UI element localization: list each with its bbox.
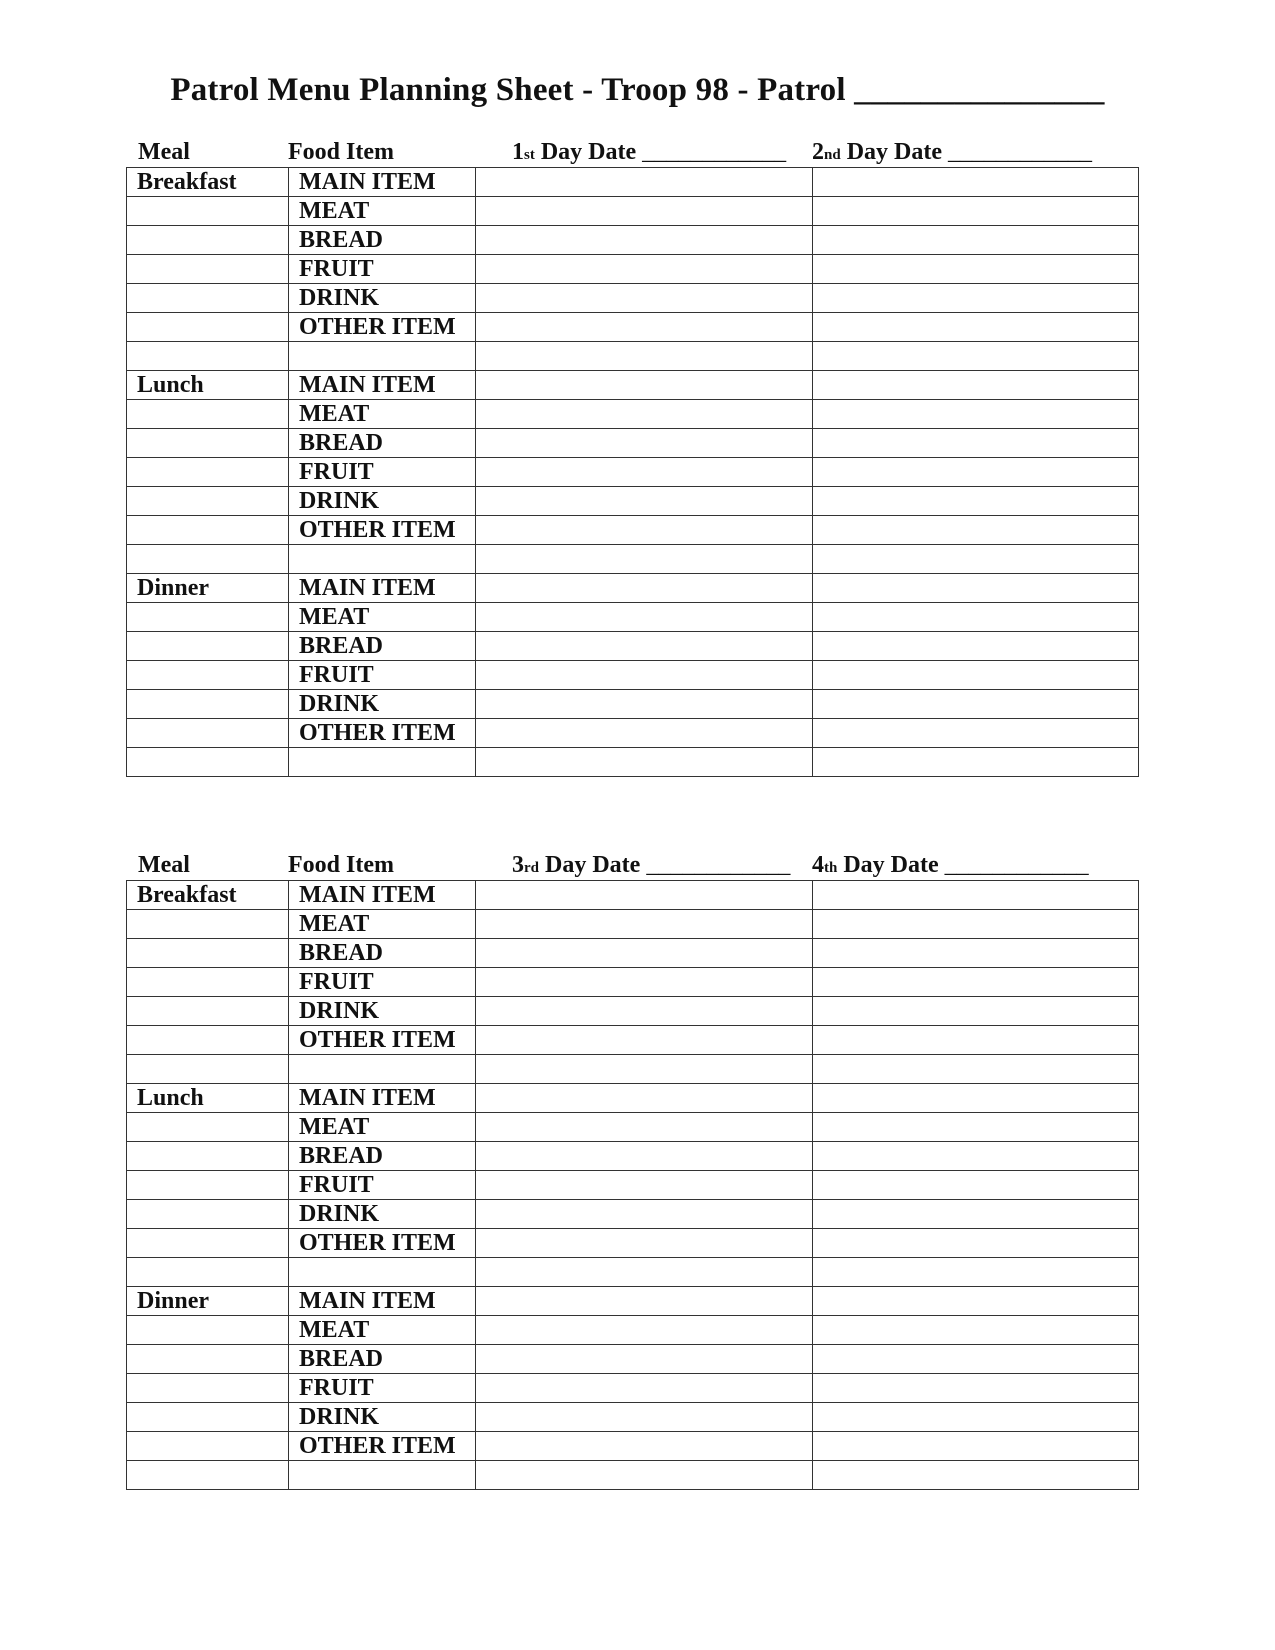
day-entry-cell[interactable]: [813, 910, 1139, 939]
meal-cell: [127, 458, 289, 487]
day-entry-cell[interactable]: [476, 226, 813, 255]
table-row: [127, 968, 1139, 997]
day-entry-cell[interactable]: [813, 997, 1139, 1026]
food-item-cell: DRINK: [289, 997, 476, 1026]
day-entry-cell[interactable]: [476, 881, 813, 910]
day-1-date-label: Day Date: [540, 139, 637, 165]
food-item-cell: FRUIT: [289, 968, 476, 997]
table-row: [127, 1055, 1139, 1084]
day-entry-cell[interactable]: [476, 371, 813, 400]
table-row: [127, 1374, 1139, 1403]
day-entry-cell[interactable]: [476, 429, 813, 458]
meal-cell: Dinner: [127, 574, 289, 603]
day-entry-cell[interactable]: [813, 1055, 1139, 1084]
day-entry-cell[interactable]: [813, 342, 1139, 371]
table-row: [127, 1113, 1139, 1142]
menu-section-1: [126, 137, 1138, 777]
meal-cell: [127, 910, 289, 939]
food-item-cell: FRUIT: [289, 458, 476, 487]
day-entry-cell[interactable]: [813, 1403, 1139, 1432]
meal-cell: [127, 1345, 289, 1374]
food-item-cell: OTHER ITEM: [289, 1026, 476, 1055]
food-item-cell: MAIN ITEM: [289, 371, 476, 400]
day-entry-cell[interactable]: [476, 1461, 813, 1490]
day-4-date-label: Day Date: [843, 852, 939, 878]
table-row: [127, 1084, 1139, 1113]
day-3-ordinal-suffix: rd: [524, 860, 539, 876]
table-row: [127, 458, 1139, 487]
day-entry-cell[interactable]: [476, 1432, 813, 1461]
day-3-date-label: Day Date: [545, 852, 641, 878]
day-entry-cell[interactable]: [813, 1287, 1139, 1316]
day-entry-cell[interactable]: [813, 400, 1139, 429]
table-row: [127, 910, 1139, 939]
food-item-column-header: Food Item: [288, 852, 394, 878]
table-row: [127, 255, 1139, 284]
day-entry-cell[interactable]: [476, 284, 813, 313]
food-item-cell: MEAT: [289, 1113, 476, 1142]
day-entry-cell[interactable]: [813, 1142, 1139, 1171]
day-entry-cell[interactable]: [476, 1287, 813, 1316]
table-row: [127, 487, 1139, 516]
table-row: [127, 1171, 1139, 1200]
table-row: [127, 371, 1139, 400]
day-entry-cell[interactable]: [813, 429, 1139, 458]
day-entry-cell[interactable]: [813, 968, 1139, 997]
meal-cell: [127, 1055, 289, 1084]
food-item-cell: [289, 342, 476, 371]
meal-cell: [127, 1229, 289, 1258]
meal-cell: [127, 516, 289, 545]
day-1-ordinal-suffix: st: [524, 147, 535, 163]
day-entry-cell[interactable]: [476, 661, 813, 690]
day-3-date-header: [512, 852, 790, 879]
table-row: [127, 881, 1139, 910]
food-item-cell: DRINK: [289, 284, 476, 313]
day-entry-cell[interactable]: [476, 168, 813, 197]
table-row: [127, 1229, 1139, 1258]
day-entry-cell[interactable]: [476, 997, 813, 1026]
day-2-ordinal-number: 2: [812, 139, 824, 165]
food-item-cell: BREAD: [289, 429, 476, 458]
food-item-cell: [289, 1258, 476, 1287]
meal-cell: Lunch: [127, 371, 289, 400]
meal-cell: Breakfast: [127, 168, 289, 197]
meal-cell: [127, 1171, 289, 1200]
day-entry-cell[interactable]: [813, 574, 1139, 603]
meal-cell: [127, 939, 289, 968]
day-entry-cell[interactable]: [813, 632, 1139, 661]
table-row: [127, 1287, 1139, 1316]
day-entry-cell[interactable]: [813, 748, 1139, 777]
food-item-cell: BREAD: [289, 1345, 476, 1374]
food-item-cell: [289, 545, 476, 574]
day-entry-cell[interactable]: [813, 168, 1139, 197]
table-row: [127, 632, 1139, 661]
day-entry-cell[interactable]: [813, 1026, 1139, 1055]
meal-cell: [127, 255, 289, 284]
food-item-cell: FRUIT: [289, 661, 476, 690]
food-item-cell: MEAT: [289, 603, 476, 632]
meal-cell: [127, 1461, 289, 1490]
page-title: Patrol Menu Planning Sheet - Troop 98 - Patrol _______________: [170, 72, 1105, 108]
menu-table-2: [126, 880, 1139, 1490]
table-row: [127, 1026, 1139, 1055]
meal-cell: [127, 1432, 289, 1461]
day-4-date-header: [812, 852, 1089, 879]
day-entry-cell[interactable]: [476, 1345, 813, 1374]
meal-cell: [127, 632, 289, 661]
day-entry-cell[interactable]: [476, 458, 813, 487]
meal-cell: [127, 1142, 289, 1171]
meal-cell: [127, 400, 289, 429]
table-row: [127, 1345, 1139, 1374]
meal-cell: [127, 1316, 289, 1345]
day-2-date-header: [812, 139, 1092, 166]
day-entry-cell[interactable]: [813, 1461, 1139, 1490]
day-1-date-blank[interactable]: ____________: [642, 139, 787, 165]
food-item-cell: OTHER ITEM: [289, 313, 476, 342]
day-entry-cell[interactable]: [476, 516, 813, 545]
table-row: [127, 603, 1139, 632]
day-entry-cell[interactable]: [476, 968, 813, 997]
table-row: [127, 690, 1139, 719]
food-item-cell: MAIN ITEM: [289, 574, 476, 603]
day-entry-cell[interactable]: [813, 939, 1139, 968]
column-header-row: [126, 137, 1138, 167]
day-entry-cell[interactable]: [813, 255, 1139, 284]
meal-cell: [127, 342, 289, 371]
day-entry-cell[interactable]: [813, 603, 1139, 632]
day-entry-cell[interactable]: [813, 226, 1139, 255]
meal-cell: [127, 545, 289, 574]
day-entry-cell[interactable]: [476, 1142, 813, 1171]
table-row: [127, 661, 1139, 690]
food-item-cell: DRINK: [289, 487, 476, 516]
meal-cell: [127, 968, 289, 997]
day-entry-cell[interactable]: [476, 255, 813, 284]
table-row: [127, 719, 1139, 748]
day-entry-cell[interactable]: [476, 1200, 813, 1229]
day-entry-cell[interactable]: [476, 1229, 813, 1258]
food-item-cell: OTHER ITEM: [289, 719, 476, 748]
day-entry-cell[interactable]: [813, 1316, 1139, 1345]
meal-cell: [127, 429, 289, 458]
day-entry-cell[interactable]: [813, 1113, 1139, 1142]
day-entry-cell[interactable]: [813, 313, 1139, 342]
food-item-cell: OTHER ITEM: [289, 1229, 476, 1258]
menu-table-1: [126, 167, 1139, 777]
day-3-date-blank[interactable]: ____________: [646, 852, 791, 878]
day-entry-cell[interactable]: [813, 197, 1139, 226]
meal-cell: Lunch: [127, 1084, 289, 1113]
day-4-ordinal-number: 4: [812, 852, 824, 878]
day-entry-cell[interactable]: [476, 1258, 813, 1287]
day-1-ordinal-number: 1: [512, 139, 524, 165]
day-entry-cell[interactable]: [813, 284, 1139, 313]
day-entry-cell[interactable]: [813, 881, 1139, 910]
day-entry-cell[interactable]: [476, 1171, 813, 1200]
food-item-cell: MEAT: [289, 1316, 476, 1345]
meal-cell: [127, 1258, 289, 1287]
day-entry-cell[interactable]: [813, 1345, 1139, 1374]
day-entry-cell[interactable]: [813, 1171, 1139, 1200]
day-2-date-blank[interactable]: ____________: [948, 139, 1092, 165]
food-item-cell: BREAD: [289, 632, 476, 661]
day-entry-cell[interactable]: [813, 1258, 1139, 1287]
table-row: [127, 168, 1139, 197]
day-entry-cell[interactable]: [813, 458, 1139, 487]
food-item-cell: FRUIT: [289, 1374, 476, 1403]
day-entry-cell[interactable]: [476, 1374, 813, 1403]
meal-cell: [127, 661, 289, 690]
table-row: [127, 284, 1139, 313]
table-row: [127, 939, 1139, 968]
table-row: [127, 748, 1139, 777]
table-row: [127, 574, 1139, 603]
table-row: [127, 1461, 1139, 1490]
day-entry-cell[interactable]: [476, 1026, 813, 1055]
day-entry-cell[interactable]: [476, 574, 813, 603]
day-entry-cell[interactable]: [813, 371, 1139, 400]
food-item-cell: MAIN ITEM: [289, 881, 476, 910]
day-entry-cell[interactable]: [476, 313, 813, 342]
meal-cell: [127, 1026, 289, 1055]
meal-cell: [127, 719, 289, 748]
day-entry-cell[interactable]: [476, 545, 813, 574]
table-row: [127, 997, 1139, 1026]
meal-cell: [127, 1403, 289, 1432]
meal-cell: [127, 1374, 289, 1403]
food-item-cell: OTHER ITEM: [289, 516, 476, 545]
meal-cell: Dinner: [127, 1287, 289, 1316]
day-3-ordinal-number: 3: [512, 852, 524, 878]
meal-cell: [127, 603, 289, 632]
food-item-cell: MEAT: [289, 197, 476, 226]
food-item-cell: OTHER ITEM: [289, 1432, 476, 1461]
table-row: [127, 1200, 1139, 1229]
meal-cell: [127, 748, 289, 777]
day-entry-cell[interactable]: [813, 661, 1139, 690]
meal-column-header: Meal: [138, 139, 190, 165]
food-item-cell: DRINK: [289, 690, 476, 719]
food-item-cell: MAIN ITEM: [289, 1084, 476, 1113]
food-item-cell: DRINK: [289, 1403, 476, 1432]
table-row: [127, 516, 1139, 545]
day-entry-cell[interactable]: [476, 1403, 813, 1432]
food-item-cell: BREAD: [289, 1142, 476, 1171]
column-header-row: [126, 850, 1138, 880]
food-item-cell: [289, 748, 476, 777]
day-2-ordinal-suffix: nd: [824, 147, 841, 163]
meal-cell: [127, 226, 289, 255]
food-item-cell: MEAT: [289, 400, 476, 429]
day-entry-cell[interactable]: [476, 1055, 813, 1084]
day-entry-cell[interactable]: [476, 342, 813, 371]
table-row: [127, 400, 1139, 429]
day-entry-cell[interactable]: [813, 487, 1139, 516]
table-row: [127, 197, 1139, 226]
table-row: [127, 1258, 1139, 1287]
food-item-cell: BREAD: [289, 226, 476, 255]
day-entry-cell[interactable]: [476, 603, 813, 632]
day-entry-cell[interactable]: [476, 1316, 813, 1345]
table-row: [127, 1142, 1139, 1171]
food-item-cell: [289, 1461, 476, 1490]
meal-cell: [127, 997, 289, 1026]
table-row: [127, 342, 1139, 371]
food-item-column-header: Food Item: [288, 139, 394, 165]
table-row: [127, 1316, 1139, 1345]
table-row: [127, 429, 1139, 458]
meal-cell: Breakfast: [127, 881, 289, 910]
day-entry-cell[interactable]: [813, 1200, 1139, 1229]
day-entry-cell[interactable]: [813, 1084, 1139, 1113]
food-item-cell: MAIN ITEM: [289, 1287, 476, 1316]
day-entry-cell[interactable]: [476, 690, 813, 719]
meal-cell: [127, 284, 289, 313]
table-row: [127, 545, 1139, 574]
food-item-cell: FRUIT: [289, 1171, 476, 1200]
day-entry-cell[interactable]: [476, 748, 813, 777]
table-row: [127, 1403, 1139, 1432]
food-item-cell: FRUIT: [289, 255, 476, 284]
day-entry-cell[interactable]: [476, 910, 813, 939]
day-entry-cell[interactable]: [813, 1229, 1139, 1258]
meal-column-header: Meal: [138, 852, 190, 878]
day-entry-cell[interactable]: [476, 632, 813, 661]
day-entry-cell[interactable]: [476, 400, 813, 429]
food-item-cell: BREAD: [289, 939, 476, 968]
day-4-date-blank[interactable]: ____________: [944, 852, 1089, 878]
table-row: [127, 226, 1139, 255]
day-entry-cell[interactable]: [476, 1084, 813, 1113]
day-entry-cell[interactable]: [813, 719, 1139, 748]
day-entry-cell[interactable]: [813, 1374, 1139, 1403]
food-item-cell: [289, 1055, 476, 1084]
day-entry-cell[interactable]: [813, 1432, 1139, 1461]
day-entry-cell[interactable]: [476, 487, 813, 516]
day-entry-cell[interactable]: [476, 1113, 813, 1142]
day-entry-cell[interactable]: [813, 690, 1139, 719]
day-entry-cell[interactable]: [476, 939, 813, 968]
meal-cell: [127, 1113, 289, 1142]
day-2-date-label: Day Date: [846, 139, 942, 165]
day-entry-cell[interactable]: [813, 545, 1139, 574]
food-item-cell: MAIN ITEM: [289, 168, 476, 197]
meal-cell: [127, 313, 289, 342]
meal-cell: [127, 197, 289, 226]
day-4-ordinal-suffix: th: [824, 860, 838, 876]
day-1-date-header: [512, 139, 786, 166]
meal-cell: [127, 487, 289, 516]
meal-cell: [127, 690, 289, 719]
food-item-cell: MEAT: [289, 910, 476, 939]
day-entry-cell[interactable]: [476, 197, 813, 226]
day-entry-cell[interactable]: [476, 719, 813, 748]
table-row: [127, 313, 1139, 342]
day-entry-cell[interactable]: [813, 516, 1139, 545]
meal-cell: [127, 1200, 289, 1229]
menu-section-2: [126, 850, 1138, 1490]
table-row: [127, 1432, 1139, 1461]
food-item-cell: DRINK: [289, 1200, 476, 1229]
